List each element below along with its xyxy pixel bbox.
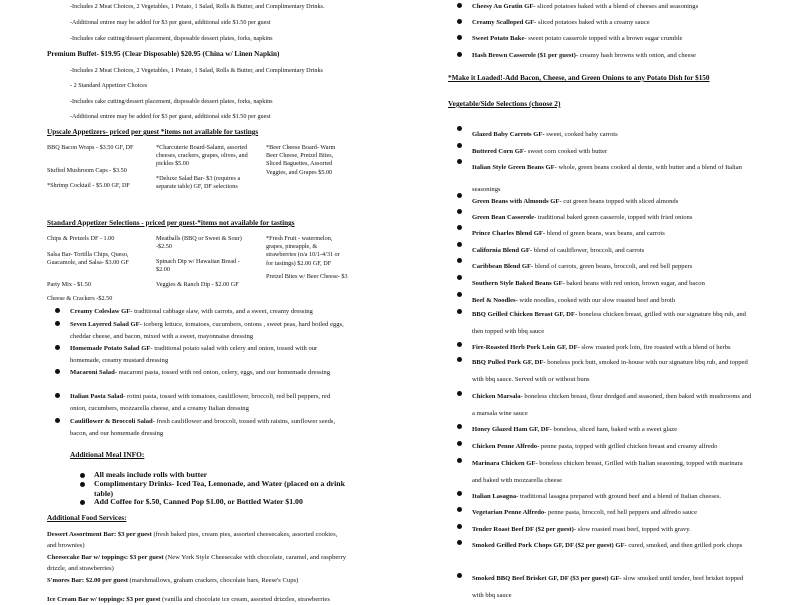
bullet-icon — [80, 473, 85, 478]
entree-item-desc: boneless chicken breast, flour dredged and seasoned, then baked with mushrooms and a marsala wine sauce — [472, 393, 752, 417]
entree-item — [472, 522, 752, 539]
salad-item-desc: fresh cauliflower and broccoli, tossed with raisins, sunflower seeds, bacon, and our homemade dressing — [70, 418, 336, 437]
standard-item: Cheese & Crackers -$2.50 — [47, 295, 113, 302]
food-service-item — [47, 552, 347, 574]
premium-buffet-title: Premium Buffet- $19.95 (Clear Disposable) $20.95 (China w/ Linen Napkin) — [47, 50, 280, 58]
bullet-icon — [457, 225, 462, 230]
upscale-title: Upscale Appetizers- priced per guest *items not available for tastings — [47, 128, 259, 136]
upscale-item: *Deluxe Salad Bar- $3 (requires a separate table) GF, DF selections — [156, 175, 241, 191]
food-service-item-desc: (vanilla and chocolate ice cream, assorted drizzles, strawberries — [160, 596, 330, 603]
entree-item-desc: slow smoked until tender, beef brisket topped with bbq sauce — [472, 575, 744, 599]
veg-item-desc: whole, green beans cooked al dente, with butter and a blend of Italian seasonings — [472, 164, 742, 193]
upscale-item: *Charcuterie Board-Salami, assorted cheeses, crackers, grapes, olives, and pickles $5.00 — [156, 144, 248, 168]
upscale-item: Stuffed Mushroom Caps - $3.50 — [47, 167, 127, 174]
entree-item — [472, 456, 752, 489]
bullet-icon — [457, 19, 462, 24]
entree-item-desc: cured, smoked, and then grilled pork chops — [626, 542, 743, 549]
premium-line-3: -Includes cake cutting/dessert placement, disposable dessert plates, forks, napkins — [70, 98, 273, 105]
veg-item-desc: traditional baked green casserole, topped with fried onions — [536, 214, 693, 221]
veg-item-desc: wide noodles, cooked with our slow roasted beef and broth — [517, 297, 676, 304]
standard-item: Meatballs (BBQ or Sweet & Sour) -$2.50 — [156, 235, 242, 251]
upscale-item: BBQ Bacon Wraps - $3.50 GF, DF — [47, 144, 134, 151]
bullet-icon — [457, 193, 462, 198]
bullet-icon — [457, 573, 462, 578]
bullet-icon — [457, 242, 462, 247]
standard-item: Pretzel Bites w/ Beer Cheese- $3 — [266, 273, 348, 280]
bullet-icon — [457, 491, 462, 496]
food-service-item — [47, 575, 347, 586]
buffet1-line-3: -Includes cake cutting/dessert placement, disposable dessert plates, forks, napkins — [70, 35, 273, 42]
entree-item-name: Vegetarian Penne Alfredo- — [472, 509, 547, 516]
bullet-icon — [55, 308, 60, 313]
bullet-icon — [457, 357, 462, 362]
salad-item-desc: macaroni pasta, tossed with red onion, celery, eggs, and our homemade dressing — [116, 369, 331, 376]
additional-meal-title: Additional Meal INFO: — [70, 450, 145, 459]
standard-item: Veggies & Ranch Dip - $2.00 GF — [156, 281, 239, 288]
entree-item-name: BBQ Pulled Pork GF, DF- — [472, 359, 546, 366]
bullet-icon — [457, 507, 462, 512]
food-service-item-name: Dessert Assortment Bar: $3 per guest — [47, 531, 152, 538]
salad-item — [70, 391, 347, 415]
entree-item-desc: penne pasta, topped with grilled chicken breast and creamy alfredo — [539, 443, 718, 450]
upscale-item: *Beer Cheese Board- Warm Beer Cheese, Pretzel Bites, Sliced Baguettes, Assorted Veggies, and Grapes $5.00 — [266, 144, 336, 176]
potato-item-desc: sliced potatoes baked with a creamy sauce — [536, 19, 650, 26]
veg-item-desc: sweet corn cooked with butter — [526, 148, 608, 155]
entree-item-name: Fire-Roasted Herb Pork Loin GF, DF- — [472, 344, 580, 351]
premium-line-1: -Includes 2 Meat Choices, 2 Vegetables, 1 Potato, 1 Salad, Rolls & Butter, and Complimentary Drinks — [70, 67, 323, 74]
entree-item-name: Honey Glazed Ham GF, DF- — [472, 426, 552, 433]
entree-item-name: Chicken Marsala- — [472, 393, 523, 400]
bullet-icon — [457, 275, 462, 280]
bullet-icon — [457, 441, 462, 446]
food-service-item-desc: (fresh baked pies, cream pies, assorted cheesecakes, assorted cookies, and brownies) — [47, 531, 338, 549]
salad-item-desc: traditional cabbage slaw, with carrots, and a sweet, creamy dressing — [132, 308, 313, 315]
bullet-icon — [55, 321, 60, 326]
veg-item-desc: cut green beans topped with sliced almonds — [561, 198, 679, 205]
bullet-icon — [457, 309, 462, 314]
bullet-icon — [55, 418, 60, 423]
veg-item-name: Buttered Corn GF- — [472, 148, 527, 155]
bullet-icon — [80, 482, 85, 487]
entree-item-name: BBQ Grilled Chicken Breast GF, DF- — [472, 311, 578, 318]
salad-item-name: Seven Layered Salad GF- — [70, 321, 142, 328]
veg-item-name: California Blend GF- — [472, 247, 533, 254]
veg-item-desc: baked beans with red onion, brown sugar, and bacon — [564, 280, 705, 287]
entree-item — [472, 355, 752, 388]
veg-title: Vegetable/Side Selections (choose 2) — [448, 99, 561, 108]
food-services-title: Additional Food Services: — [47, 514, 127, 522]
veg-item-desc: blend of cauliflower, broccoli, and carrots — [532, 247, 645, 254]
entree-item — [472, 489, 752, 506]
standard-item: Chips & Pretzels DF - 1.00 — [47, 235, 115, 242]
bullet-icon — [55, 369, 60, 374]
veg-item-name: Green Bean Casserole- — [472, 214, 537, 221]
food-service-item-name: Cheesecake Bar w/ toppings: $3 per guest — [47, 554, 164, 561]
standard-item: Spinach Dip w/ Hawaiian Bread - $2.00 — [156, 258, 240, 274]
bullet-icon — [457, 52, 462, 57]
entree-item-desc: slow roasted pork loin, fire roasted with a blend of herbs — [579, 344, 731, 351]
salad-item — [70, 319, 347, 343]
bullet-icon — [457, 342, 462, 347]
bullet-icon — [457, 424, 462, 429]
salad-item-name: Italian Pasta Salad- — [70, 393, 126, 400]
standard-title: Standard Appetizer Selections - priced per guest-*items not available for tastings — [47, 219, 295, 227]
upscale-item: *Shrimp Cocktail - $5.00 GF, DF — [47, 182, 130, 189]
salad-item-desc: iceberg lettuce, tomatoes, cucumbers, onions , sweet peas, hard boiled eggs, cheddar cheese, and bacon, mixed with a sweet, mayonnaise dressing — [70, 321, 344, 340]
veg-item-name: Italian Style Green Beans GF- — [472, 164, 557, 171]
meal-info-item: Add Coffee for $.50, Canned Pop $1.00, or Bottled Water $1.00 — [94, 497, 303, 506]
entree-item — [472, 307, 752, 340]
potato-item-desc: creamy hash browns with onion, and cheese — [578, 52, 696, 59]
potato-item — [472, 33, 762, 44]
entree-item-name: Smoked BBQ Beef Brisket GF, DF ($3 per guest) GF- — [472, 575, 622, 582]
bullet-icon — [457, 292, 462, 297]
bullet-icon — [457, 209, 462, 214]
bullet-icon — [55, 345, 60, 350]
entree-item-desc: boneless chicken breast, grilled with our signature bbq rub, and then topped with bbq sauce — [472, 311, 746, 335]
food-service-item-desc: (marshmallows, graham crackers, chocolate bars, Reese's Cups) — [127, 577, 299, 584]
entree-item-name: Italian Lasagna- — [472, 493, 519, 500]
potato-item — [472, 17, 762, 28]
salad-item — [70, 306, 347, 318]
meal-info-item: Complimentary Drinks- Iced Tea, Lemonade, and Water (placed on a drink table) — [94, 479, 345, 498]
potato-item-name: Creamy Scalloped GF- — [472, 19, 537, 26]
food-service-item — [47, 529, 347, 551]
entree-item — [472, 439, 752, 456]
salad-item-name: Homemade Potato Salad GF- — [70, 345, 153, 352]
bullet-icon — [457, 143, 462, 148]
entree-item-name: Marinara Chicken GF- — [472, 460, 538, 467]
loaded-note: *Make it Loaded!-Add Bacon, Cheese, and Green Onions to any Potato Dish for $150 — [448, 74, 710, 82]
entree-item-desc: penne pasta, broccoli, red bell peppers and alfredo sauce — [546, 509, 698, 516]
potato-item — [472, 1, 762, 12]
salad-item-desc: rotini pasta, tossed with tomatoes, cauliflower, broccoli, red bell peppers, red onion, cucumbers, mozzarella cheese, and a creamy Italian dressing — [70, 393, 331, 412]
entree-item-name: Tender Roast Beef DF ($2 per guest)- — [472, 526, 577, 533]
potato-item — [472, 50, 762, 61]
bullet-icon — [457, 458, 462, 463]
food-service-item-name: Ice Cream Bar w/ toppings: $3 per guest — [47, 596, 161, 603]
veg-item-name: Prince Charles Blend GF- — [472, 230, 546, 237]
standard-item: Party Mix - $1.50 — [47, 281, 91, 288]
bullet-icon — [457, 258, 462, 263]
entree-item — [472, 389, 752, 422]
entree-item-desc: slow roasted roast beef, topped with gravy. — [576, 526, 691, 533]
veg-item-desc: sweet, cooked baby carrots — [544, 131, 618, 138]
potato-item-desc: sweet potato casserole topped with a brown sugar crumble — [526, 35, 683, 42]
premium-line-2: - 2 Standard Appetizer Choices — [70, 82, 148, 89]
premium-line-4: -Additional entree may be added for $3 per guest, additional side $1.50 per guest — [70, 113, 271, 120]
bullet-icon — [457, 391, 462, 396]
veg-item-name: Glazed Baby Carrots GF- — [472, 131, 545, 138]
veg-item-name: Caribbean Blend GF- — [472, 263, 534, 270]
salad-item-name: Creamy Coleslaw GF- — [70, 308, 133, 315]
bullet-icon — [457, 126, 462, 131]
potato-item-name: Cheesy Au Gratin GF- — [472, 3, 536, 10]
veg-item-name: Beef & Noodles- — [472, 297, 518, 304]
salad-item — [70, 343, 347, 367]
buffet1-line-1: -Includes 2 Meat Choices, 2 Vegetables, 1 Potato, 1 Salad, Rolls & Butter, and Complimentary Drinks. — [70, 3, 325, 10]
bullet-icon — [457, 3, 462, 8]
food-service-item-desc: (New York Style Cheesecake with chocolate, caramel, and raspberry drizzle, and strawberries) — [47, 554, 346, 572]
bullet-icon — [457, 159, 462, 164]
entree-item-name: Chicken Penne Alfredo- — [472, 443, 540, 450]
standard-item: Salsa Bar- Tortilla Chips, Queso, Guacamole, and Salsa- $3.00 GF — [47, 251, 129, 267]
entree-item — [472, 422, 752, 439]
veg-item-name: Southern Style Baked Beans GF- — [472, 280, 565, 287]
veg-item-desc: blend of carrots, green beans, broccoli, and red bell peppers — [533, 263, 693, 270]
veg-item-desc: blend of green beans, wax beans, and carrots — [545, 230, 665, 237]
standard-item: *Fresh Fruit - watermelon, grapes, pineapple, & strawberries (n/a 10/1-4/31 or for tastings) $2.00 GF, DF — [266, 235, 340, 267]
salad-item-desc: traditional potato salad with celery and onion, tossed with our homemade, creamy mustard dressing — [70, 345, 318, 364]
entree-item-desc: traditional lasagna prepared with ground beef and a blend of Italian cheeses. — [518, 493, 722, 500]
entree-item-desc: boneless pork butt, smoked in-house with our signature bbq rub, and topped with bbq sauce. Served with or without buns — [472, 359, 748, 383]
entree-item — [472, 505, 752, 522]
salad-item-name: Cauliflower & Broccoli Salad- — [70, 418, 155, 425]
salad-item — [70, 367, 347, 379]
food-service-item-name: S'mores Bar: $2.00 per guest — [47, 577, 128, 584]
entree-item-desc: boneless, sliced ham, baked with a sweet glaze — [551, 426, 678, 433]
salad-item — [70, 416, 347, 440]
entree-item — [472, 538, 752, 555]
salad-item-name: Macaroni Salad- — [70, 369, 117, 376]
veg-item-name: Green Beans with Almonds GF- — [472, 198, 562, 205]
potato-item-desc: sliced potatoes baked with a blend of cheeses and seasonings — [535, 3, 699, 10]
entree-item-name: Smoked Grilled Pork Chops GF, DF ($2 per guest) GF- — [472, 542, 627, 549]
entree-item — [472, 571, 752, 604]
bullet-icon — [80, 500, 85, 505]
meal-info-item: All meals include rolls with butter — [94, 470, 208, 479]
potato-item-name: Sweet Potato Bake- — [472, 35, 527, 42]
potato-item-name: Hash Brown Casserole ($1 per guest)- — [472, 52, 579, 59]
buffet1-line-2: -Additional entree may be added for $3 per guest, additional side $1.50 per guest — [70, 19, 271, 26]
entree-item-desc: boneless chicken breast, Grilled with Italian seasoning, topped with marinara and baked with mozzarella cheese — [472, 460, 743, 484]
bullet-icon — [457, 35, 462, 40]
bullet-icon — [457, 524, 462, 529]
bullet-icon — [55, 393, 60, 398]
bullet-icon — [457, 540, 462, 545]
